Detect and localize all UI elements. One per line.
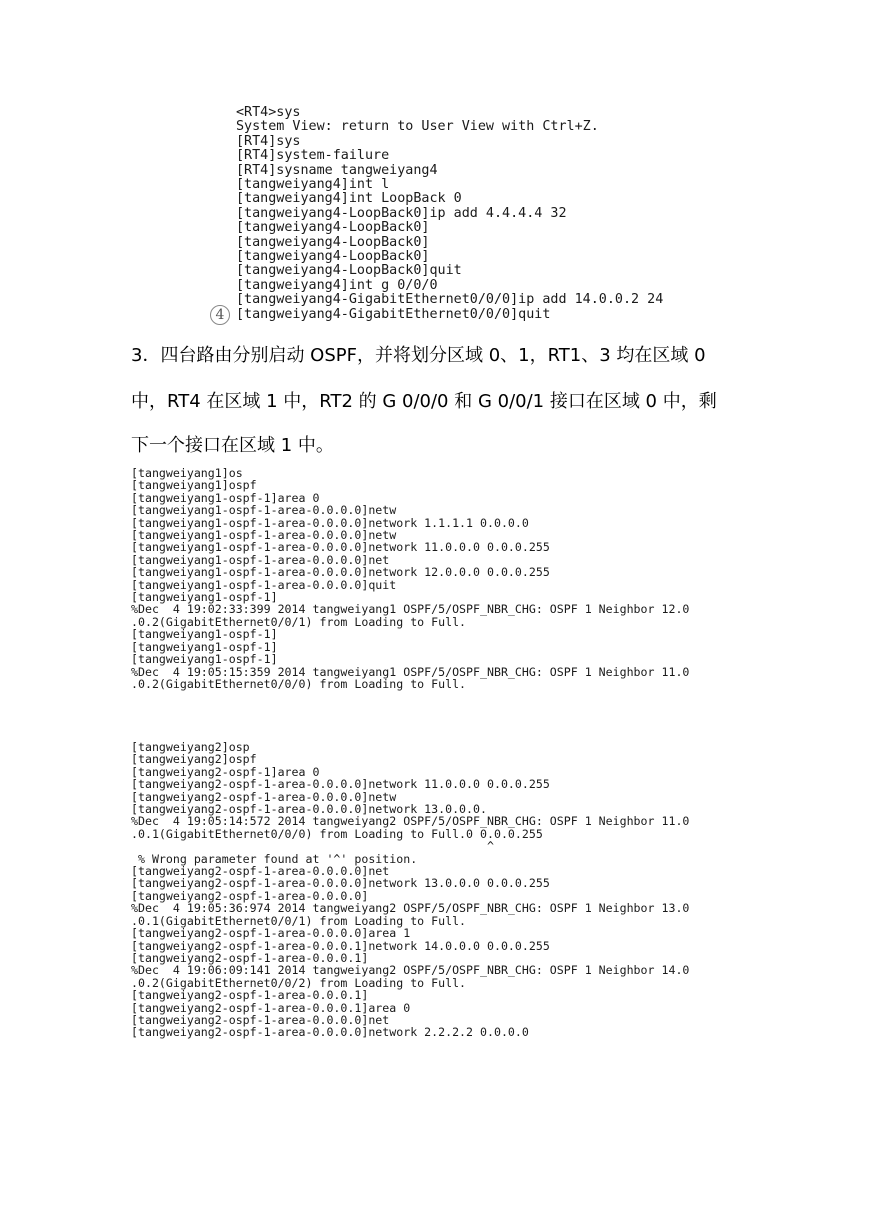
terminal-line: %Dec 4 19:02:33:399 2014 tangweiyang1 OSPF/5/OSPF_NBR_CHG: OSPF 1 Neighbor 12.0: [131, 602, 690, 617]
terminal-line: [tangweiyang4-GigabitEthernet0/0/0]ip add 14.0.0.2 24: [236, 292, 664, 308]
terminal-line: % Wrong parameter found at '^' position.: [131, 851, 418, 866]
terminal-line: [tangweiyang4]int LoopBack 0: [236, 191, 462, 207]
terminal-line: [tangweiyang2-ospf-1-area-0.0.0.0]net: [131, 1012, 390, 1027]
terminal-line: [tangweiyang1-ospf-1]: [131, 652, 278, 667]
terminal-line: [tangweiyang2-ospf-1]area 0: [131, 764, 320, 779]
rt1-ospf-terminal-output: [131, 467, 689, 690]
terminal-line: .0.1(GigabitEthernet0/0/1) from Loading to Full.: [131, 913, 467, 928]
instruction-line-2: 中，RT4 在区域 1 中，RT2 的 G 0/0/0 和 G 0/0/1 接口在区域 0 中，剩: [131, 391, 717, 412]
terminal-line: [tangweiyang1-ospf-1-area-0.0.0.0]quit: [131, 577, 397, 592]
terminal-line: ^: [131, 839, 494, 854]
terminal-line: [tangweiyang2-ospf-1-area-0.0.0.1]: [131, 950, 369, 965]
terminal-line: [tangweiyang2-ospf-1-area-0.0.0.0]network 2.2.2.2 0.0.0.0: [131, 1025, 529, 1040]
terminal-line: [tangweiyang2-ospf-1-area-0.0.0.0]network 11.0.0.0 0.0.0.255: [131, 777, 550, 792]
terminal-line: [tangweiyang2-ospf-1-area-0.0.0.0]network 13.0.0.0.: [131, 802, 487, 817]
rt4-terminal-output: [236, 106, 663, 322]
terminal-line: [tangweiyang4]int g 0/0/0: [236, 277, 438, 293]
terminal-line: [tangweiyang4]int l: [236, 177, 390, 193]
terminal-line: [tangweiyang1]os: [131, 466, 243, 480]
terminal-line: [tangweiyang1-ospf-1-area-0.0.0.0]netw: [131, 503, 397, 518]
circled-step-marker: 4: [210, 305, 230, 325]
terminal-line: System View: return to User View with Ctrl+Z.: [236, 119, 599, 135]
terminal-line: [tangweiyang4-LoopBack0]ip add 4.4.4.4 32: [236, 205, 567, 221]
terminal-line: [tangweiyang4-LoopBack0]quit: [236, 263, 462, 279]
terminal-line: [tangweiyang1-ospf-1]: [131, 639, 278, 654]
terminal-line: [tangweiyang2]ospf: [131, 752, 257, 767]
terminal-line: [tangweiyang4-GigabitEthernet0/0/0]quit: [236, 306, 551, 322]
terminal-line: [RT4]sysname tangweiyang4: [236, 162, 438, 178]
terminal-line: [tangweiyang2-ospf-1-area-0.0.0.0]network 13.0.0.0 0.0.0.255: [131, 876, 550, 891]
terminal-line: [tangweiyang2-ospf-1-area-0.0.0.0]: [131, 888, 369, 903]
terminal-line: [tangweiyang1-ospf-1-area-0.0.0.0]net: [131, 552, 390, 567]
terminal-line: [tangweiyang2-ospf-1-area-0.0.0.0]area 1: [131, 926, 411, 941]
terminal-line: [tangweiyang1-ospf-1-area-0.0.0.0]network 11.0.0.0 0.0.0.255: [131, 540, 550, 555]
terminal-line: [tangweiyang2-ospf-1-area-0.0.0.0]netw: [131, 789, 397, 804]
terminal-line: [RT4]sys: [236, 133, 301, 149]
terminal-line: [RT4]system-failure: [236, 148, 390, 164]
terminal-line: .0.1(GigabitEthernet0/0/0) from Loading to Full.0 0.0.0.255: [131, 826, 543, 841]
terminal-line: [tangweiyang4-LoopBack0]: [236, 249, 430, 265]
rt2-ospf-terminal-output: [131, 741, 689, 1039]
terminal-line: [tangweiyang1]ospf: [131, 478, 257, 493]
terminal-line: .0.2(GigabitEthernet0/0/1) from Loading to Full.: [131, 614, 467, 629]
terminal-line: [tangweiyang1-ospf-1]area 0: [131, 490, 320, 505]
terminal-line: [tangweiyang4-LoopBack0]: [236, 220, 430, 236]
terminal-line: [tangweiyang1-ospf-1-area-0.0.0.0]netw: [131, 528, 397, 543]
terminal-line: [tangweiyang1-ospf-1-area-0.0.0.0]network 12.0.0.0 0.0.0.255: [131, 565, 550, 580]
terminal-line: [tangweiyang1-ospf-1-area-0.0.0.0]network 1.1.1.1 0.0.0.0: [131, 515, 529, 530]
terminal-line: [tangweiyang2-ospf-1-area-0.0.0.1]area 0: [131, 1000, 411, 1015]
terminal-line: <RT4>sys: [236, 105, 301, 120]
terminal-line: [tangweiyang2]osp: [131, 740, 250, 754]
terminal-line: [tangweiyang2-ospf-1-area-0.0.0.1]: [131, 988, 369, 1003]
terminal-line: [tangweiyang2-ospf-1-area-0.0.0.1]network 14.0.0.0 0.0.0.255: [131, 938, 550, 953]
terminal-line: %Dec 4 19:05:14:572 2014 tangweiyang2 OSPF/5/OSPF_NBR_CHG: OSPF 1 Neighbor 11.0: [131, 814, 690, 829]
terminal-line: [tangweiyang4-LoopBack0]: [236, 234, 430, 250]
instruction-line-1: 3．四台路由分别启动 OSPF，并将划分区域 0、1，RT1、3 均在区域 0: [131, 345, 706, 366]
terminal-line: .0.2(GigabitEthernet0/0/2) from Loading to Full.: [131, 975, 467, 990]
terminal-line: %Dec 4 19:05:15:359 2014 tangweiyang1 OSPF/5/OSPF_NBR_CHG: OSPF 1 Neighbor 11.0: [131, 664, 690, 679]
terminal-line: .0.2(GigabitEthernet0/0/0) from Loading to Full.: [131, 676, 467, 691]
instruction-line-3: 下一个接口在区域 1 中。: [131, 435, 334, 456]
terminal-line: [tangweiyang1-ospf-1]: [131, 627, 278, 642]
terminal-line: [tangweiyang2-ospf-1-area-0.0.0.0]net: [131, 864, 390, 879]
terminal-line: %Dec 4 19:05:36:974 2014 tangweiyang2 OSPF/5/OSPF_NBR_CHG: OSPF 1 Neighbor 13.0: [131, 901, 690, 916]
terminal-line: [tangweiyang1-ospf-1]: [131, 590, 278, 605]
terminal-line: %Dec 4 19:06:09:141 2014 tangweiyang2 OSPF/5/OSPF_NBR_CHG: OSPF 1 Neighbor 14.0: [131, 963, 690, 978]
